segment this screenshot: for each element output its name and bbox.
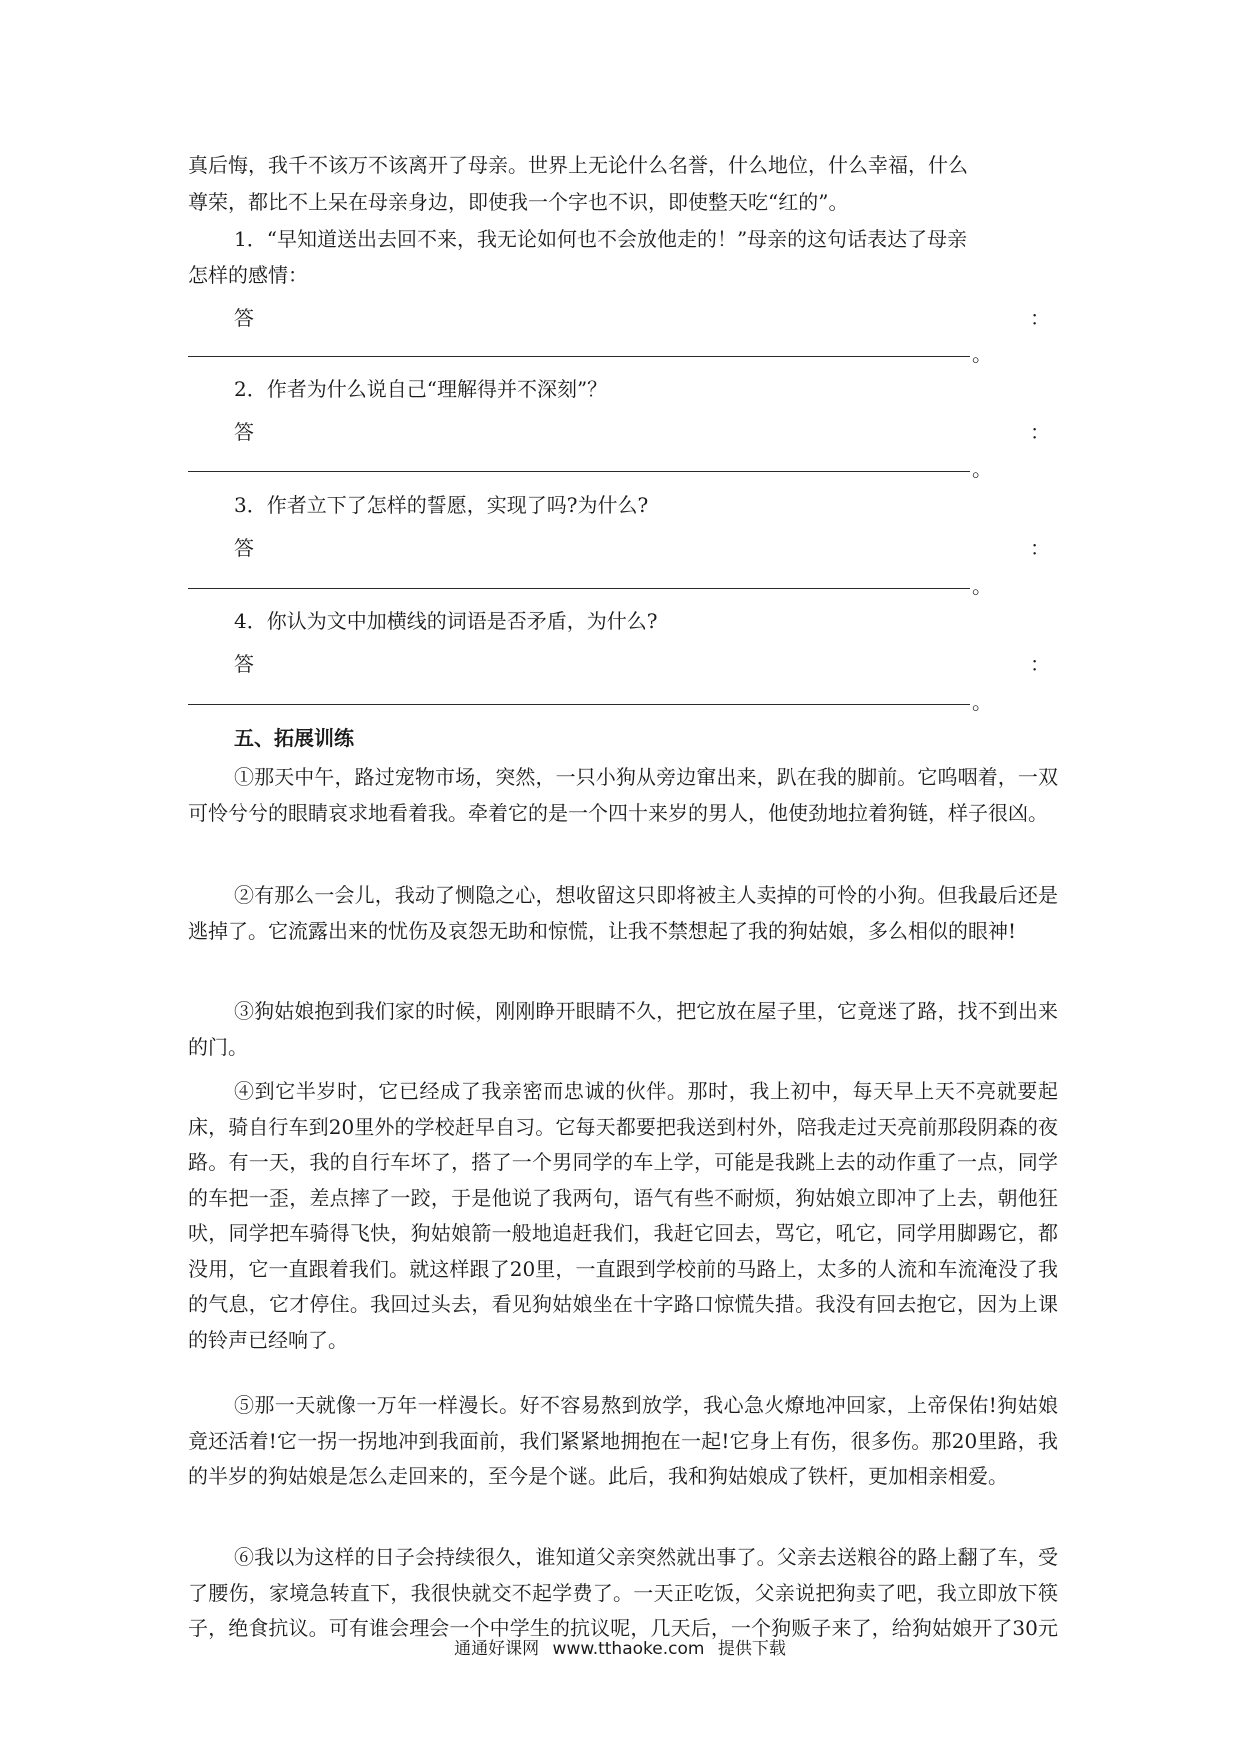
- answer-label: 答: [234, 536, 254, 560]
- answer-label: 答: [234, 652, 254, 676]
- intro-line-2: 尊荣，都比不上呆在母亲身边，即使我一个字也不识，即使整天吃“红的”。: [188, 190, 849, 214]
- answer-end-mark: 。: [972, 457, 992, 481]
- question-4-text: 4．你认为文中加横线的词语是否矛盾，为什么?: [234, 609, 658, 633]
- answer-label: 答: [234, 306, 254, 330]
- question-1-text-cont: 怎样的感情：: [188, 263, 308, 287]
- passage-paragraph-5: ⑤那一天就像一万年一样漫长。好不容易熬到放学，我心急火燎地冲回家，上帝保佑!狗姑娘竟还活着!它一拐一拐地冲到我面前，我们紧紧地拥抱在一起!它身上有伤，很多伤。那20里路，我的半岁的狗姑娘是怎么走回来的，至今是个谜。此后，我和狗姑娘成了铁杆，更加相亲相爱。: [188, 1393, 1058, 1488]
- answer-label: 答: [234, 420, 254, 444]
- section-heading: 五、拓展训练: [234, 726, 354, 750]
- answer-line-2[interactable]: [188, 471, 970, 472]
- question-1-text: 1．“早知道送出去回不来，我无论如何也不会放他走的！”母亲的这句话表达了母亲: [234, 227, 968, 251]
- passage-paragraph-4: ④到它半岁时，它已经成了我亲密而忠诚的伙伴。那时，我上初中，每天早上天不亮就要起床，骑自行车到20里外的学校赶早自习。它每天都要把我送到村外，陪我走过天亮前那段阴森的夜路。有一天，我的自行车坏了，搭了一个男同学的车上学，可能是我跳上去的动作重了一点，同学的车把一歪，差点摔了一跤，于是他说了我两句，语气有些不耐烦，狗姑娘立即冲了上去，朝他狂吠，同学把车骑得飞快，狗姑娘箭一般地追赶我们，我赶它回去，骂它，吼它，同学用脚踢它，都没用，它一直跟着我们。就这样跟了20里，一直跟到学校前的马路上，太多的人流和车流淹没了我的气息，它才停住。我回过头去，看见狗姑娘坐在十字路口惊慌失措。我没有回去抱它，因为上课的铃声已经响了。: [188, 1079, 1058, 1352]
- answer-colon: ：: [1030, 420, 1050, 444]
- answer-end-mark: 。: [972, 574, 992, 598]
- passage-paragraph-3: ③狗姑娘抱到我们家的时候，刚刚睁开眼睛不久，把它放在屋子里，它竟迷了路，找不到出来的门。: [188, 999, 1058, 1059]
- footer-url[interactable]: www.tthaoke.com: [552, 1639, 705, 1659]
- footer-note: 提供下载: [717, 1639, 786, 1659]
- passage-paragraph-6: ⑥我以为这样的日子会持续很久，谁知道父亲突然就出事了。父亲去送粮谷的路上翻了车，受了腰伤，家境急转直下，我很快就交不起学费了。一天正吃饭，父亲说把狗卖了吧，我立即放下筷子，绝食抗议。可有谁会理会一个中学生的抗议呢，几天后，一个狗贩子来了，给狗姑娘开了30元: [188, 1545, 1058, 1640]
- answer-line-1[interactable]: [188, 356, 970, 357]
- answer-line-4[interactable]: [188, 704, 970, 705]
- answer-end-mark: 。: [972, 690, 992, 714]
- page-footer: [0, 1634, 1240, 1659]
- question-3-text: 3．作者立下了怎样的誓愿，实现了吗?为什么?: [234, 493, 649, 517]
- answer-colon: ：: [1030, 306, 1050, 330]
- answer-end-mark: 。: [972, 342, 992, 366]
- footer-site-name: 通通好课网: [454, 1639, 540, 1659]
- answer-colon: ：: [1030, 652, 1050, 676]
- answer-line-3[interactable]: [188, 588, 970, 589]
- intro-line-1: 真后悔，我千不该万不该离开了母亲。世界上无论什么名誉，什么地位，什么幸福，什么: [188, 153, 968, 177]
- answer-colon: ：: [1030, 536, 1050, 560]
- passage-paragraph-2: ②有那么一会儿，我动了恻隐之心，想收留这只即将被主人卖掉的可怜的小狗。但我最后还是逃掉了。它流露出来的忧伤及哀怨无助和惊慌，让我不禁想起了我的狗姑娘，多么相似的眼神!: [188, 883, 1058, 943]
- passage-paragraph-1: ①那天中午，路过宠物市场，突然，一只小狗从旁边窜出来，趴在我的脚前。它呜咽着，一双可怜兮兮的眼睛哀求地看着我。牵着它的是一个四十来岁的男人，他使劲地拉着狗链，样子很凶。: [188, 765, 1058, 825]
- question-2-text: 2．作者为什么说自己“理解得并不深刻”？: [234, 377, 608, 401]
